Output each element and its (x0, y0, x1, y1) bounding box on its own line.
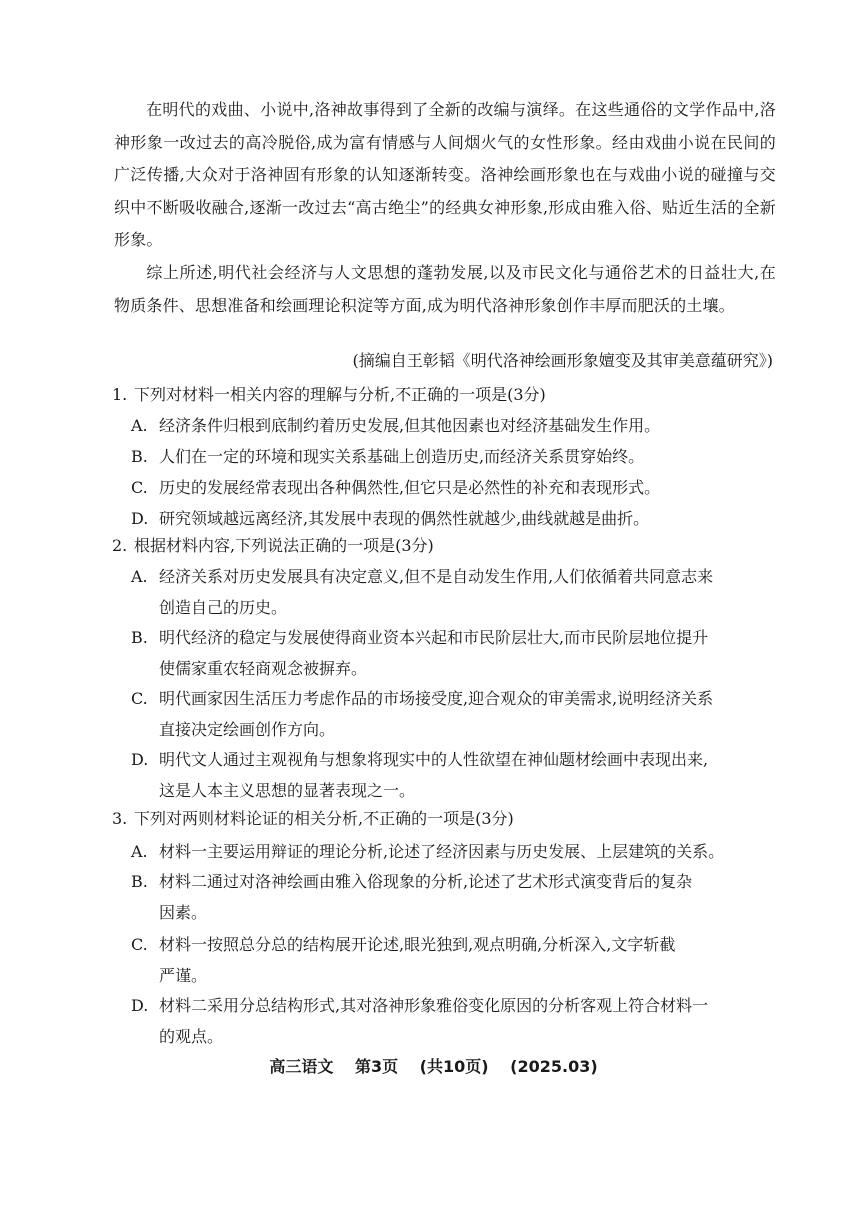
question-number: 2. (112, 536, 128, 555)
passage-text-2: 综上所述,明代社会经济与人文思想的蓬勃发展,以及市民文化与通俗艺术的日益壮大,在物质条件、思想准备和绘画理论积淀等方面,成为明代洛神形象创作丰厚而肥沃的土壤。 (114, 263, 776, 315)
question-stem: 根据材料内容,下列说法正确的一项是(3分) (134, 536, 434, 555)
q3-option-c: C. 材料一按照总分总的结构展开论述,眼光独到,观点明确,分析深入,文字斩截 严谨。 (131, 935, 676, 985)
q3-option-b: B. 材料二通过对洛神绘画由雅入俗现象的分析,论述了艺术形式演变背后的复杂 因素。 (131, 872, 693, 922)
passage-source: (摘编自王彰韬《明代洛神绘画形象嬗变及其审美意蕴研究》) (352, 351, 773, 370)
q2-option-d: D. 明代文人通过主观视角与想象将现实中的人性欲望在神仙题材绘画中表现出来, 这是人本主义思想的显著表现之一。 (131, 750, 709, 800)
q2-option-b: B. 明代经济的稳定与发展使得商业资本兴起和市民阶层壮大,而市民阶层地位提升 使儒家重农轻商观念被摒弃。 (131, 628, 709, 678)
question-stem: 下列对两则材料论证的相关分析,不正确的一项是(3分) (134, 809, 514, 828)
q1-option-d: D. 研究领域越远离经济,其发展中表现的偶然性就越少,曲线就越是曲折。 (131, 509, 650, 528)
footer-total-pages: (共10页) (419, 1057, 489, 1076)
q2-option-c: C. 明代画家因生活压力考虑作品的市场接受度,迎合观众的审美需求,说明经济关系 直接决定绘画创作方向。 (131, 689, 714, 739)
footer-date: (2025.03) (510, 1057, 598, 1076)
question-3 (112, 804, 782, 834)
page-footer (0, 1052, 867, 1082)
passage-text-1: 在明代的戏曲、小说中,洛神故事得到了全新的改编与演绎。在这些通俗的文学作品中,洛神形象一改过去的高冷脱俗,成为富有情感与人间烟火气的女性形象。经由戏曲小说在民间的广泛传播,大众对于洛神固有形象的认知逐渐转变。洛神绘画形象也在与戏曲小说的碰撞与交织中不断吸收融合,逐渐一改过去“高古绝尘”的经典女神形象,形成由雅入俗、贴近生活的全新形象。 (114, 100, 776, 249)
footer-page-number: 第3页 (354, 1057, 399, 1076)
question-number: 1. (112, 385, 128, 404)
question-2 (112, 531, 782, 561)
passage-paragraph-1 (114, 94, 776, 257)
q1-option-b: B. 人们在一定的环境和现实关系基础上创造历史,而经济关系贯穿始终。 (131, 447, 645, 466)
question-1 (112, 380, 782, 410)
footer-subject: 高三语文 (269, 1057, 334, 1076)
q3-option-d: D. 材料二采用分总结构形式,其对洛神形象雅俗变化原因的分析客观上符合材料一 的观点。 (131, 996, 709, 1046)
passage-paragraph-2 (114, 257, 776, 322)
q1-option-a: A. 经济条件归根到底制约着历史发展,但其他因素也对经济基础发生作用。 (131, 416, 661, 435)
q2-option-a: A. 经济关系对历史发展具有决定意义,但不是自动发生作用,人们依循着共同意志来 创造自己的历史。 (131, 567, 714, 617)
question-number: 3. (112, 809, 128, 828)
q1-option-c: C. 历史的发展经常表现出各种偶然性,但它只是必然性的补充和表现形式。 (131, 478, 661, 497)
question-stem: 下列对材料一相关内容的理解与分析,不正确的一项是(3分) (134, 385, 546, 404)
q3-option-a: A. 材料一主要运用辩证的理论分析,论述了经济因素与历史发展、上层建筑的关系。 (131, 842, 725, 861)
